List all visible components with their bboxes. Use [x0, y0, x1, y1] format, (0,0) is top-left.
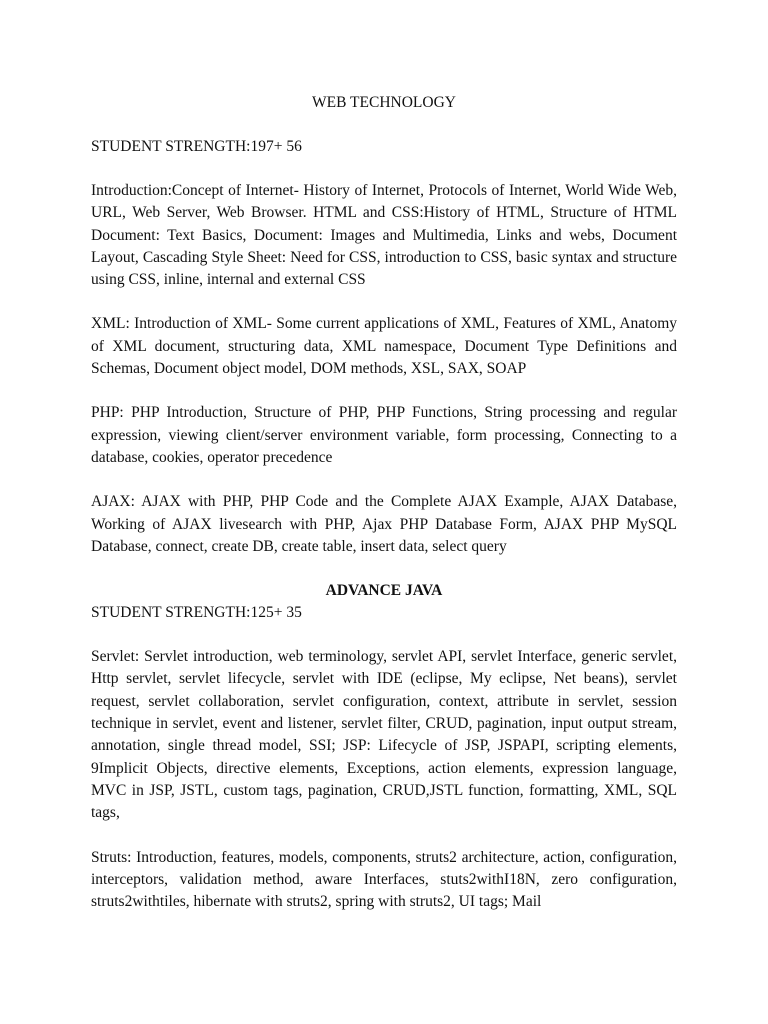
spacer	[91, 291, 677, 313]
paragraph-ajax: AJAX: AJAX with PHP, PHP Code and the Complete AJAX Example, AJAX Database, Working of AJAX livesearch with PHP, Ajax PHP Database Form, AJAX PHP MySQL Database, connect, create DB, create table, insert data, select query	[91, 493, 677, 555]
spacer	[91, 158, 677, 180]
document-title: WEB TECHNOLOGY	[312, 94, 456, 111]
spacer	[91, 469, 677, 491]
spacer	[91, 825, 677, 847]
paragraph-introduction: Introduction:Concept of Internet- History of Internet, Protocols of Internet, World Wide Web, URL, Web Server, Web Browser. HTML and CSS:History of HTML, Structure of HTML Document: Text Basics, Document: Images and Multimedia, Links and webs, Document Layout, Cascading Style Sheet: Need for CSS, introduction to CSS, basic syntax and structure using CSS, inline, internal and external CSS	[91, 182, 677, 289]
spacer	[91, 624, 677, 646]
spacer	[91, 558, 677, 580]
paragraph-php: PHP: PHP Introduction, Structure of PHP, PHP Functions, String processing and regular expression, viewing client/server environment variable, form processing, Connecting to a database, cookies, operator precedence	[91, 404, 677, 466]
advance-java-student-strength: STUDENT STRENGTH:125+ 35	[91, 604, 302, 622]
section-heading-advance-java: ADVANCE JAVA	[325, 582, 443, 600]
spacer	[91, 380, 677, 402]
web-tech-student-strength: STUDENT STRENGTH:197+ 56	[91, 138, 302, 155]
paragraph-servlet: Servlet: Servlet introduction, web terminology, servlet API, servlet Interface, generic servlet, Http servlet, servlet lifecycle, servlet with IDE (eclipse, My eclipse, Net beans), servlet request, servlet collaboration, servlet configuration, context, attribute in servlet, session technique in servlet, event and listener, servlet filter, CRUD, pagination, input output stream, annotation, single thread model, SSI; JSP: Lifecycle of JSP, JSPAPI, scripting elements, 9Implicit Objects, directive elements, Exceptions, action elements, expression language, MVC in JSP, JSTL, custom tags, pagination, CRUD,JSTL function, formatting, XML, SQL tags,	[91, 648, 677, 822]
spacer	[91, 114, 677, 136]
paragraph-xml: XML: Introduction of XML- Some current applications of XML, Features of XML, Anatomy of XML document, structuring data, XML namespace, Document Type Definitions and Schemas, Document object model, DOM methods, XSL, SAX, SOAP	[91, 315, 677, 378]
document-page	[91, 92, 677, 913]
paragraph-struts: Struts: Introduction, features, models, components, struts2 architecture, action, configuration, interceptors, validation method, aware Interfaces, stuts2withI18N, zero configuration, struts2withtiles, hibernate with struts2, spring with struts2, UI tags; Mail	[91, 848, 677, 911]
